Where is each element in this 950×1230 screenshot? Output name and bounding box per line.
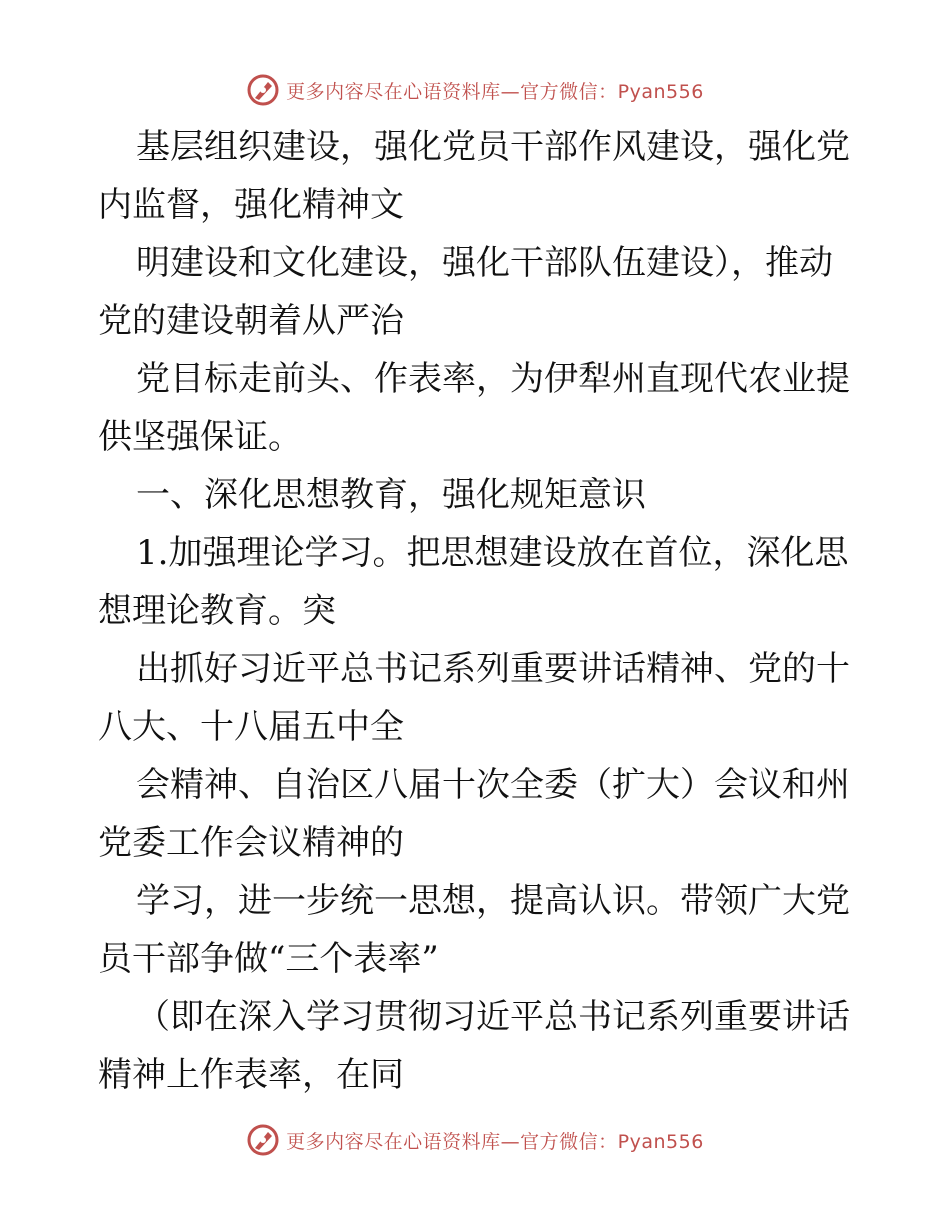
pen-logo-icon xyxy=(246,73,280,107)
text-line: 精神上作表率，在同 xyxy=(98,1055,404,1095)
text-line: 明建设和文化建设，强化干部队伍建设），推动 xyxy=(136,243,833,283)
text-line: 党委工作会议精神的 xyxy=(98,823,404,863)
text-line: （即在深入学习贯彻习近平总书记系列重要讲话 xyxy=(136,997,850,1037)
text-line: 员干部争做“三个表率” xyxy=(98,939,439,979)
text-line: 内监督，强化精神文 xyxy=(98,185,404,225)
text-line: 出抓好习近平总书记系列重要讲话精神、党的十 xyxy=(136,649,850,689)
header-banner xyxy=(0,70,950,110)
text-line: 会精神、自治区八届十次全委（扩大）会议和州 xyxy=(136,765,850,805)
pen-logo-icon xyxy=(246,1123,280,1157)
text-line: 1.加强理论学习。把思想建设放在首位，深化思 xyxy=(136,533,849,573)
text-line: 八大、十八届五中全 xyxy=(98,707,404,747)
footer-banner xyxy=(0,1120,950,1160)
text-line: 学习，进一步统一思想，提高认识。带领广大党 xyxy=(136,881,850,921)
text-line: 想理论教育。突 xyxy=(98,591,336,631)
text-line: 党目标走前头、作表率，为伊犁州直现代农业提 xyxy=(136,359,850,399)
text-line: 供坚强保证。 xyxy=(98,417,302,457)
text-line: 基层组织建设，强化党员干部作风建设，强化党 xyxy=(136,127,850,167)
footer-banner-text: 更多内容尽在心语资料库—官方微信：Pyan556 xyxy=(286,1130,704,1153)
header-banner-text: 更多内容尽在心语资料库—官方微信：Pyan556 xyxy=(286,80,704,103)
text-line: 一、深化思想教育，强化规矩意识 xyxy=(136,475,646,515)
text-line: 党的建设朝着从严治 xyxy=(98,301,404,341)
